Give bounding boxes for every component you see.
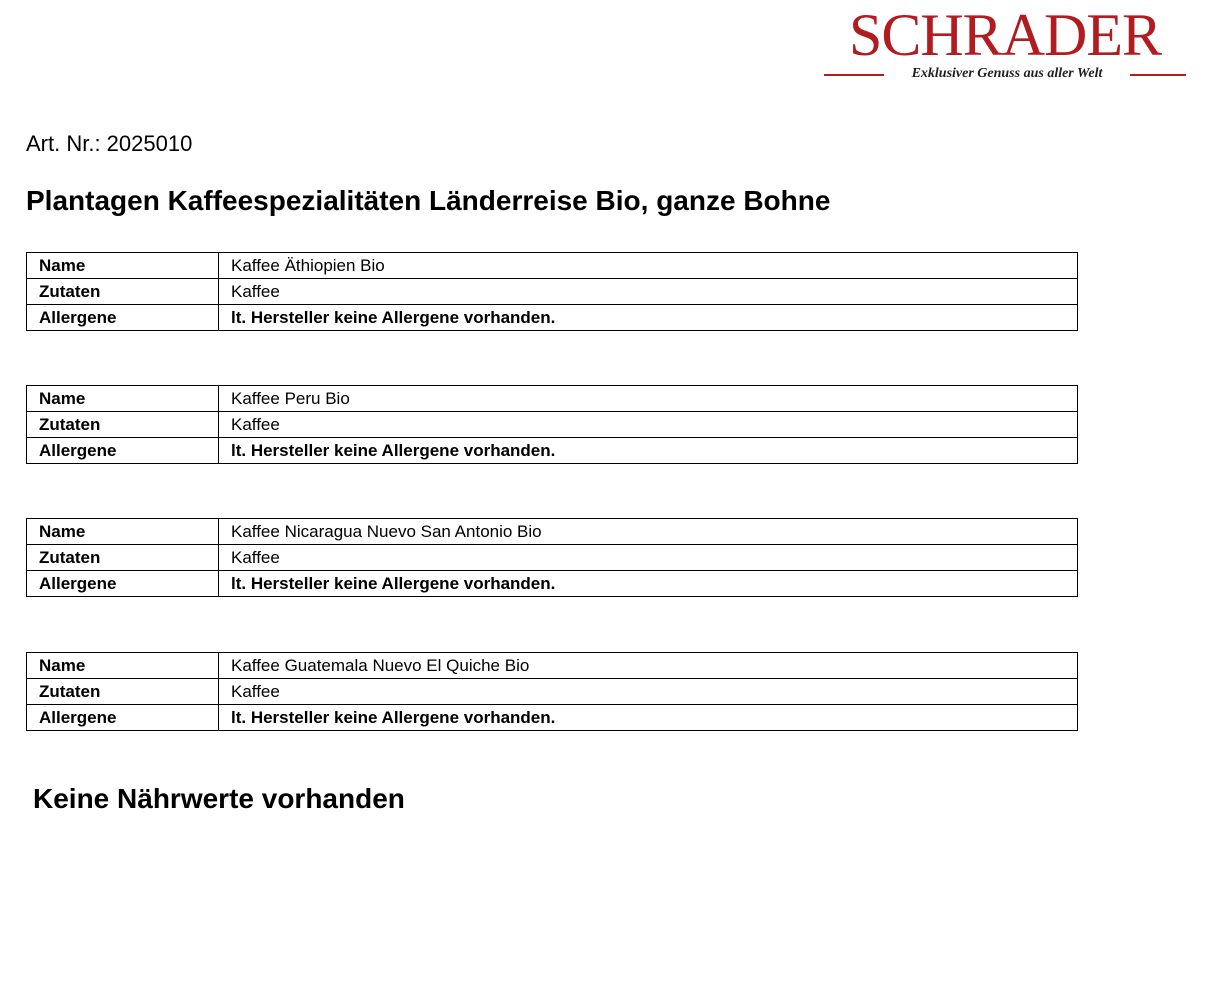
product-allergens: lt. Hersteller keine Allergene vorhanden.	[219, 705, 1078, 731]
product-table-1	[26, 252, 1078, 331]
schrader-logo	[824, 4, 1186, 84]
table-row-ingredients	[27, 545, 1078, 571]
table-row-name	[27, 653, 1078, 679]
table-row-allergens	[27, 305, 1078, 331]
table-row-ingredients	[27, 279, 1078, 305]
label-allergens: Allergene	[27, 571, 219, 597]
product-allergens: lt. Hersteller keine Allergene vorhanden.	[219, 438, 1078, 464]
product-ingredients: Kaffee	[219, 545, 1078, 571]
product-ingredients: Kaffee	[219, 412, 1078, 438]
logo-name: SCHRADER	[848, 2, 1162, 68]
product-ingredients: Kaffee	[219, 679, 1078, 705]
label-name: Name	[27, 519, 219, 545]
table-row-name	[27, 386, 1078, 412]
label-name: Name	[27, 653, 219, 679]
label-name: Name	[27, 386, 219, 412]
label-ingredients: Zutaten	[27, 412, 219, 438]
article-number: Art. Nr.: 2025010	[26, 131, 193, 156]
product-ingredients: Kaffee	[219, 279, 1078, 305]
table-row-name	[27, 253, 1078, 279]
logo-rule-left	[824, 74, 884, 76]
nutrition-note: Keine Nährwerte vorhanden	[33, 783, 405, 814]
product-name: Kaffee Nicaragua Nuevo San Antonio Bio	[219, 519, 1078, 545]
product-table-2	[26, 385, 1078, 464]
logo-tagline: Exklusiver Genuss aus aller Welt	[911, 66, 1103, 81]
product-allergens: lt. Hersteller keine Allergene vorhanden.	[219, 305, 1078, 331]
product-name: Kaffee Guatemala Nuevo El Quiche Bio	[219, 653, 1078, 679]
label-name: Name	[27, 253, 219, 279]
table-row-allergens	[27, 705, 1078, 731]
table-row-ingredients	[27, 412, 1078, 438]
product-name: Kaffee Äthiopien Bio	[219, 253, 1078, 279]
label-allergens: Allergene	[27, 305, 219, 331]
table-row-allergens	[27, 438, 1078, 464]
document-title: Plantagen Kaffeespezialitäten Länderreise Bio, ganze Bohne	[26, 185, 831, 216]
product-table-4	[26, 652, 1078, 731]
product-table-3	[26, 518, 1078, 597]
label-ingredients: Zutaten	[27, 545, 219, 571]
table-row-ingredients	[27, 679, 1078, 705]
label-allergens: Allergene	[27, 438, 219, 464]
logo-rule-right	[1130, 74, 1186, 76]
product-allergens: lt. Hersteller keine Allergene vorhanden.	[219, 571, 1078, 597]
label-ingredients: Zutaten	[27, 679, 219, 705]
product-name: Kaffee Peru Bio	[219, 386, 1078, 412]
table-row-allergens	[27, 571, 1078, 597]
table-row-name	[27, 519, 1078, 545]
label-ingredients: Zutaten	[27, 279, 219, 305]
label-allergens: Allergene	[27, 705, 219, 731]
